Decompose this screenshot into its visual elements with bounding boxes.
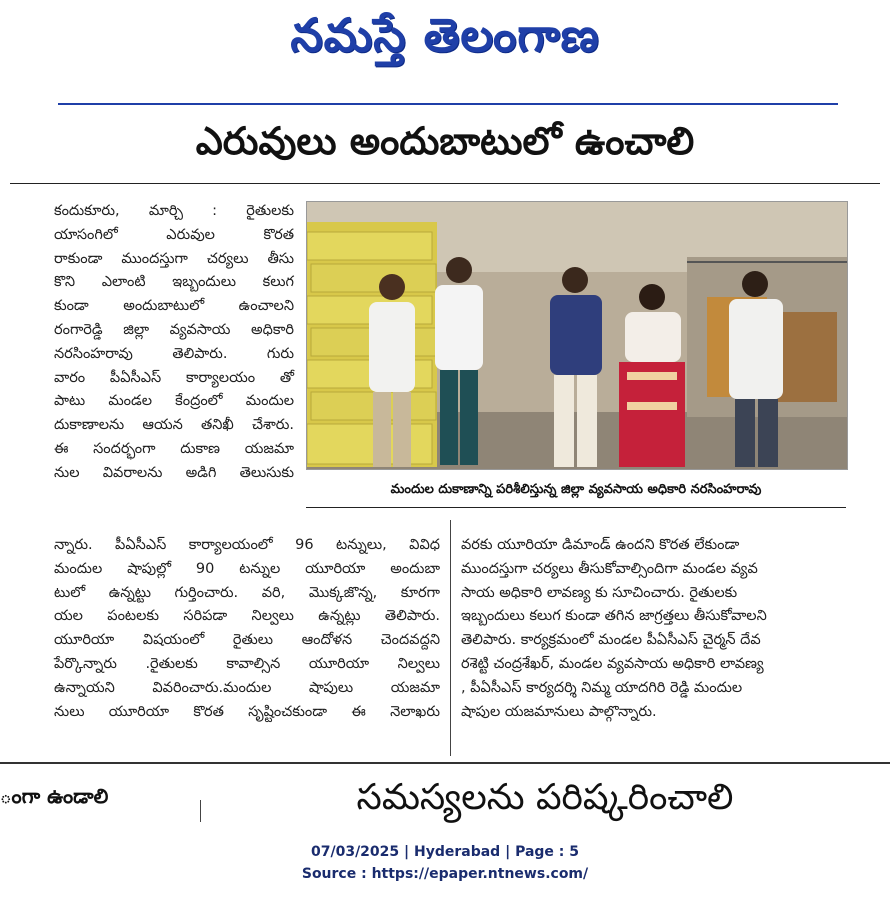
next-article-headline-left: ంగా ఉండాలి [0, 784, 109, 808]
article-text-line: దుకాణాలను ఆయన తనిఖీ చేశారు. [54, 417, 294, 434]
article-text-line: నుల వివరాలను అడిగి తెలుసుకు [54, 464, 294, 481]
headline-rule [10, 183, 880, 184]
article-headline: ఎరువులు అందుబాటులో ఉంచాలి [195, 119, 695, 163]
article-text-line: యల పంటలకు సరిపడా నిల్వలు ఉన్నట్లు తెలిపారు. [54, 608, 440, 625]
article-text-line: రశెట్టి చంద్రశేఖర్, మండల వ్యవసాయ అధికారి లావణ్య [461, 656, 764, 672]
article-text-line: ఉన్నాయని వివరించారు.మందుల షాపులు యజమా [54, 679, 440, 696]
article-text-line: ముందస్తుగా చర్యలు తీసుకోవాల్సిందిగా మండల వ్యవ [461, 560, 758, 577]
column-separator [450, 520, 451, 756]
caption-rule [306, 507, 846, 508]
article-text-line: నరసింహరావు తెలిపారు. గురు [54, 345, 294, 362]
article-text-line: వరకు యూరియా డిమాండ్ ఉందని కొరత లేకుండా [461, 537, 740, 553]
article-text-line: రంగారెడ్డి జిల్లా వ్యవసాయ అధికారి [54, 322, 294, 338]
article-text-line: ఇబ్బందులు కలుగ కుండా తగిన జాగ్రత్తలు తీసుకోవాలని [461, 608, 767, 625]
masthead-rule [58, 103, 838, 105]
article-text-line: న్నారు. పీఏసీఎస్ కార్యాలయంలో 96 టన్నులు, వివిధ [54, 537, 440, 553]
article-text-line: సాయ అధికారి లావణ్య కు సూచించారు. రైతులకు [461, 584, 738, 601]
article-text-line: రాకుండా ముందస్తుగా చర్యలు తీసు [54, 250, 294, 267]
photo-illustration [307, 202, 847, 469]
photo-caption: మందుల దుకాణాన్ని పరిశీలిస్తున్న జిల్లా వ్యవసాయ అధికారి నరసింహరావు [390, 482, 762, 497]
article-text-line: కొని ఎలాంటి ఇబ్బందులు కలుగ [54, 274, 294, 291]
footer-source-line: Source : https://epaper.ntnews.com/ [301, 866, 589, 882]
next-article-headline-right: సమస్యలను పరిష్కరించాలి [356, 777, 734, 818]
footer-date-line: 07/03/2025 | Hyderabad | Page : 5 [310, 844, 580, 860]
article-text-line: టులో ఉన్నట్టు గుర్తించారు. వరి, మొక్కజొన్న, కూరగా [54, 584, 440, 601]
article-text-line: పేర్కొన్నారు .రైతులకు కావాల్సిన యూరియా నిల్వలు [54, 656, 440, 672]
article-text-line: తెలిపారు. కార్యక్రమంలో మండల పీఏసీఎస్ చైర్మన్ దేవ [461, 632, 761, 649]
article-text-line: , పీఏసీఎస్ కార్యదర్శి నిమ్మ యాదగిరి రెడ్డి మందుల [461, 679, 743, 696]
article-text-line: ఈ సందర్భంగా దుకాణ యజమా [54, 441, 294, 457]
bottom-rule [0, 762, 890, 764]
article-text-line: షాపుల యజమానులు పాల్గొన్నారు. [461, 703, 657, 720]
article-text-line: మందుల షాపుల్లో 90 టన్నుల యూరియా అందుబా [54, 560, 440, 577]
article-text-line: కుండా అందుబాటులో ఉంచాలని [54, 298, 294, 315]
article-text-line: కందుకూరు, మార్చి : రైతులకు [54, 203, 294, 219]
article-text-line: యూరియా విషయంలో రైతులు ఆందోళన చెందవద్దని [54, 632, 440, 649]
newspaper-masthead: నమస్తే తెలంగాణ [290, 8, 600, 62]
article-photo [306, 201, 848, 470]
article-text-line: యాసంగిలో ఎరువుల కొరత [54, 226, 294, 243]
article-text-line: నులు యూరియా కొరత సృష్టించకుండా ఈ నెలాఖరు [54, 703, 440, 720]
article-text-line: పాటు మండల కేంద్రంలో మందుల [54, 393, 294, 410]
article-text-line: వారం పీఏసీఎస్ కార్యాలయం తో [54, 369, 294, 386]
